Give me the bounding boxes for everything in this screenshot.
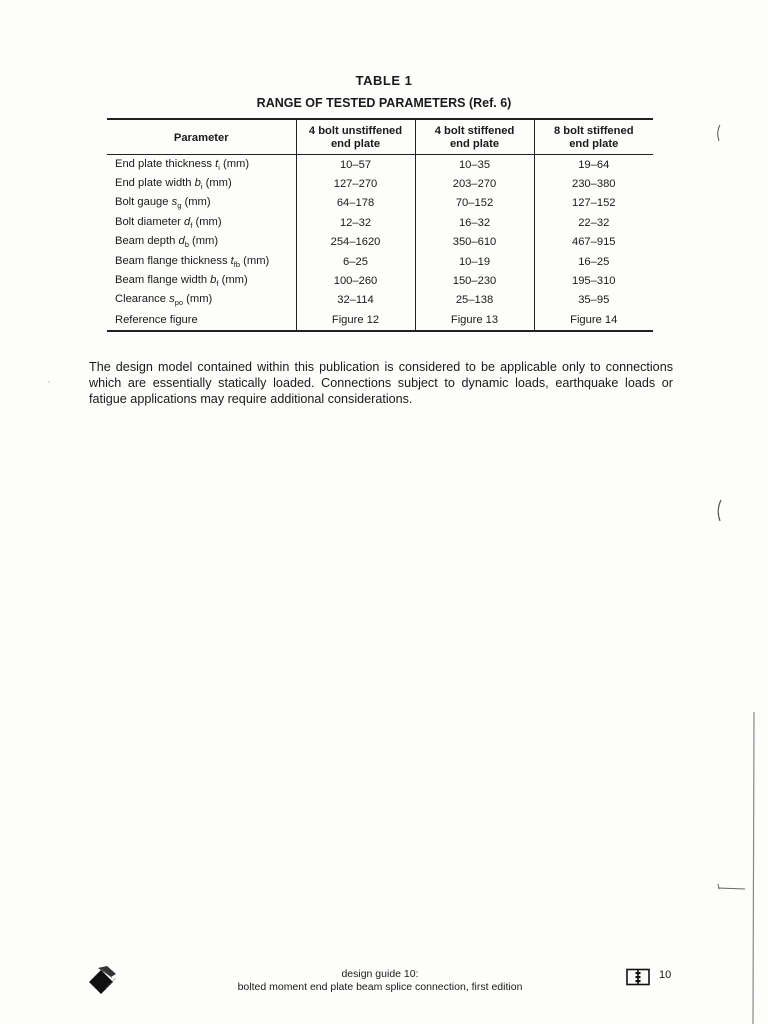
footer-guide-subtitle: bolted moment end plate beam splice connection, first edition — [237, 981, 523, 993]
range-value-cell: 127–152 — [534, 194, 653, 213]
range-value-cell: 16–32 — [415, 213, 534, 232]
range-value-cell: 12–32 — [296, 213, 415, 232]
range-value-cell: 64–178 — [296, 194, 415, 213]
range-value-cell: 195–310 — [534, 271, 653, 290]
footer-guide-title: design guide 10: — [341, 968, 419, 980]
range-value-cell: 100–260 — [296, 271, 415, 290]
range-value-cell: 254–1620 — [296, 233, 415, 252]
range-value-cell: 467–915 — [534, 233, 653, 252]
header-parameter: Parameter — [107, 119, 296, 155]
parameter-name-cell: Beam depth $d_b$ (mm) — [115, 235, 219, 250]
range-value-cell: 10–35 — [415, 155, 534, 175]
parameter-name-cell: Clearance $s_{po}$ (mm) — [115, 293, 213, 308]
parameter-name-cell: Bolt diameter $d_f$ (mm) — [115, 215, 222, 230]
header-8-bolt-stiffened: 8 bolt stiffened end plate — [534, 119, 653, 155]
parameter-name-cell: Beam flange thickness $t_{fb}$ (mm) — [115, 254, 270, 269]
parameter-name-cell: Bolt gauge $s_g$ (mm) — [115, 196, 211, 211]
range-value-cell: 350–610 — [415, 233, 534, 252]
range-value-cell: Figure 14 — [534, 310, 653, 330]
range-value-cell: 150–230 — [415, 271, 534, 290]
range-value-cell: 230–380 — [534, 174, 653, 193]
range-value-cell: 70–152 — [415, 194, 534, 213]
range-value-cell: 16–25 — [534, 252, 653, 271]
parameter-name-cell: Reference figure — [115, 313, 198, 326]
range-value-cell: 35–95 — [534, 291, 653, 310]
parameter-name-cell: End plate width $b_i$ (mm) — [115, 176, 232, 192]
parameter-name-cell: End plate thickness $t_i$ (mm) — [115, 157, 250, 172]
page-number: 10 — [659, 969, 672, 981]
range-value-cell: 32–114 — [296, 291, 415, 310]
range-value-cell: 10–57 — [296, 155, 415, 175]
range-value-cell: 203–270 — [415, 174, 534, 193]
table-number: TABLE 1 — [355, 73, 413, 88]
range-value-cell: Figure 13 — [415, 310, 534, 330]
range-value-cell: 19–64 — [534, 155, 653, 175]
range-value-cell: Figure 12 — [296, 310, 415, 330]
header-4-bolt-unstiffened: 4 bolt unstiffened end plate — [296, 119, 415, 155]
header-4-bolt-stiffened: 4 bolt stiffened end plate — [415, 119, 534, 155]
range-value-cell: 127–270 — [296, 174, 415, 193]
range-value-cell: 6–25 — [296, 252, 415, 271]
range-value-cell: 10–19 — [415, 252, 534, 271]
range-value-cell: 25–138 — [415, 291, 534, 310]
parameter-name-cell: Beam flange width $b_f$ (mm) — [115, 273, 248, 289]
applicability-note: The design model contained within this publication is considered to be applicable only to connections which are essentially statically loaded. Connections subject to dynamic loads, earthquake loads or fatigue applications may require additional considerations. — [89, 360, 673, 406]
table-title: RANGE OF TESTED PARAMETERS (Ref. 6) — [256, 96, 512, 110]
range-value-cell: 22–32 — [534, 213, 653, 232]
